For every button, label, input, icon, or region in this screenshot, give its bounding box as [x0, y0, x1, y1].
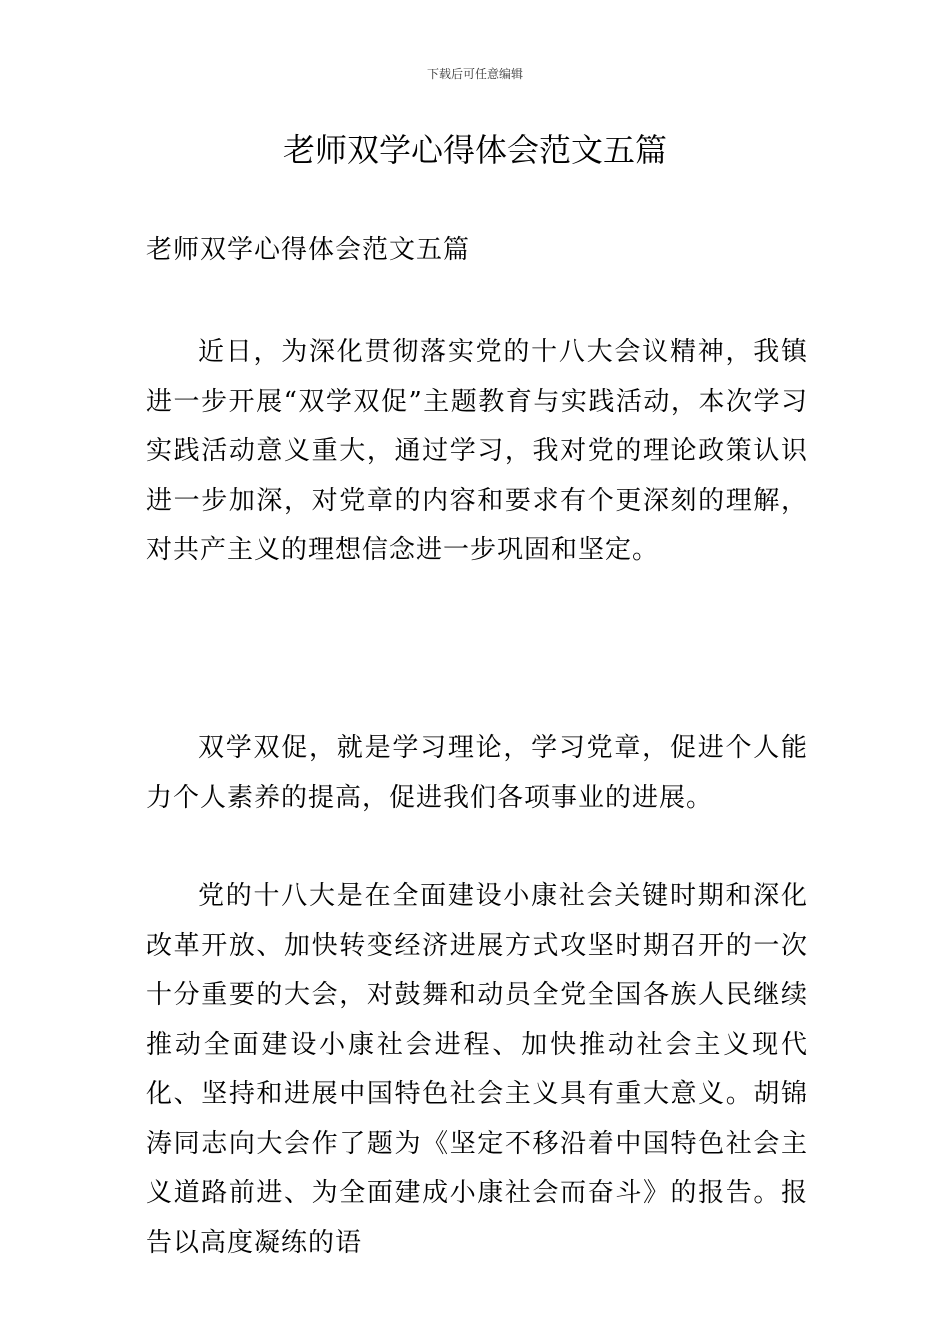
document-title: 老师双学心得体会范文五篇 [282, 131, 667, 169]
paragraph-2: 双学双促，就是学习理论，学习党章，促进个人能力个人素养的提高，促进我们各项事业的进展。 [146, 733, 808, 813]
paragraph-3: 党的十八大是在全面建设小康社会关键时期和深化改革开放、加快转变经济进展方式攻坚时期召开的一次十分重要的大会，对鼓舞和动员全党全国各族人民继续推动全面建设小康社会进程、加快推动社会主义现代化、坚持和进展中国特色社会主义具有重大意义。胡锦涛同志向大会作了题为《坚定不移沿着中国特色社会主义道路前进、为全面建成小康社会而奋斗》的报告。报告以高度凝练的语 [146, 881, 808, 1258]
document-subtitle: 老师双学心得体会范文五篇 [146, 235, 471, 265]
page-header-note: 下载后可任意编辑 [426, 67, 523, 81]
paragraph-1: 近日，为深化贯彻落实党的十八大会议精神，我镇进一步开展“双学双促”主题教育与实践活动，本次学习实践活动意义重大，通过学习，我对党的理论政策认识进一步加深，对党章的内容和要求有个更深刻的理解，对共产主义的理想信念进一步巩固和坚定。 [146, 337, 808, 565]
